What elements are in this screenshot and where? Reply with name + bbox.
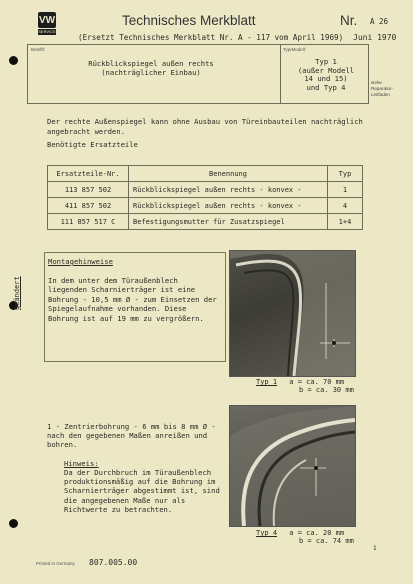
typ-line: und Typ 4 [306, 82, 346, 92]
betrifft-text [66, 59, 236, 77]
photo-typ4-door-hinge [229, 405, 356, 527]
mounting-hints-body: In dem unter dem Türaußenblech liegenden Scharnierträger ist eine Bohrung - 10,5 mm Ø - zum Einsetzen der Spiegelaufnahme vorhanden. Diese Bohrung ist auf 19 mm zu vergrößern. [48, 276, 217, 323]
table-header: Typ [328, 166, 363, 182]
subject-box-divider [280, 45, 281, 103]
table-header-row [48, 166, 363, 182]
parts-table [47, 165, 363, 230]
fig1-dim-a: a = ca. 70 mm [289, 378, 345, 386]
fig2-label: Typ 4 [256, 529, 278, 537]
side-note-line: Leitfaden [371, 92, 390, 97]
mounting-hints-title: Montagehinweise [48, 257, 113, 266]
number-label: Nr. [340, 13, 358, 28]
photo-typ4-drawing [230, 406, 355, 526]
typ-line: (außer Modell [297, 65, 355, 75]
subject-box [27, 44, 369, 104]
part-type: 4 [328, 198, 363, 214]
part-name: Befestigungsmutter für Zusatzspiegel [129, 214, 328, 230]
parts-needed-heading: Benötigte Ersatzteile [47, 140, 138, 149]
document-title: Technisches Merkblatt [122, 13, 256, 28]
footer-code: 807.005.00 [89, 558, 138, 567]
punch-hole-top [9, 56, 18, 65]
photo-typ1-door-hinge [229, 250, 356, 377]
table-row [48, 214, 363, 230]
betrifft-label: Betrifft: [31, 47, 46, 52]
changed-marker: geändert [13, 276, 21, 310]
number-value: A 26 [370, 17, 389, 26]
document-date: Juni 1970 [353, 33, 397, 42]
page-number: 1 [373, 545, 377, 552]
table-row [48, 198, 363, 214]
table-row [48, 182, 363, 198]
note-body: Da der Durchbruch im Türaußenblech produktionsmäßig auf die Bohrung im Scharnierträger abgestimmt ist, sind die angegebenen Maße nur als Richtwerte zu betrachten. [64, 468, 220, 514]
part-name: Rückblickspiegel außen rechts - konvex - [129, 198, 328, 214]
table-header: Benennung [129, 166, 328, 182]
typ-label: Typ/Modell: [283, 47, 307, 52]
photo-typ1-drawing [230, 251, 355, 376]
part-number: 113 857 502 [48, 182, 129, 198]
logo-sub-label: SERVICE [38, 29, 56, 34]
punch-hole-bottom [9, 519, 18, 528]
part-name: Rückblickspiegel außen rechts - konvex - [129, 182, 328, 198]
typ-line: Typ 1 [315, 57, 337, 66]
note-title: Hinweis: [64, 459, 99, 468]
part-type: 1+4 [328, 214, 363, 230]
fig1-label: Typ 1 [256, 378, 278, 386]
side-note-line: siehe [371, 80, 382, 85]
vw-logo: VW [38, 12, 56, 28]
typ-line: 14 und 15) [304, 74, 348, 84]
betrifft-line: Rückblickspiegel außen rechts [88, 59, 214, 68]
betrifft-line: (nachträglicher Einbau) [101, 68, 201, 77]
fig1-dim-b: b = ca. 30 mm [299, 386, 354, 394]
fig2-dim-b: b = ca. 74 mm [299, 537, 354, 545]
intro-text: Der rechte Außenspiegel kann ohne Ausbau von Türeinbauteilen nachträglich angebracht werden. [47, 117, 363, 136]
fig2-dim-a: a = ca. 20 mm [289, 529, 345, 537]
table-header: Ersatzteile-Nr. [48, 166, 129, 182]
document-subtitle: (Ersetzt Technisches Merkblatt Nr. A - 117 vom April 1969) [78, 33, 344, 42]
fig2-caption [256, 529, 344, 537]
part-type: 1 [328, 182, 363, 198]
footer-printed: Printed in Germany [36, 561, 75, 566]
part-number: 111 857 517 C [48, 214, 129, 230]
typ-text [286, 58, 366, 92]
fig1-caption [256, 378, 344, 386]
side-note-line: Reparatur- [371, 86, 393, 91]
side-note [371, 80, 393, 98]
part-number: 411 857 502 [48, 198, 129, 214]
step-1-text: 1 - Zentrierbohrung - 6 mm bis 8 mm Ø - nach den gegebenen Maßen anreißen und bohren. [47, 422, 216, 450]
